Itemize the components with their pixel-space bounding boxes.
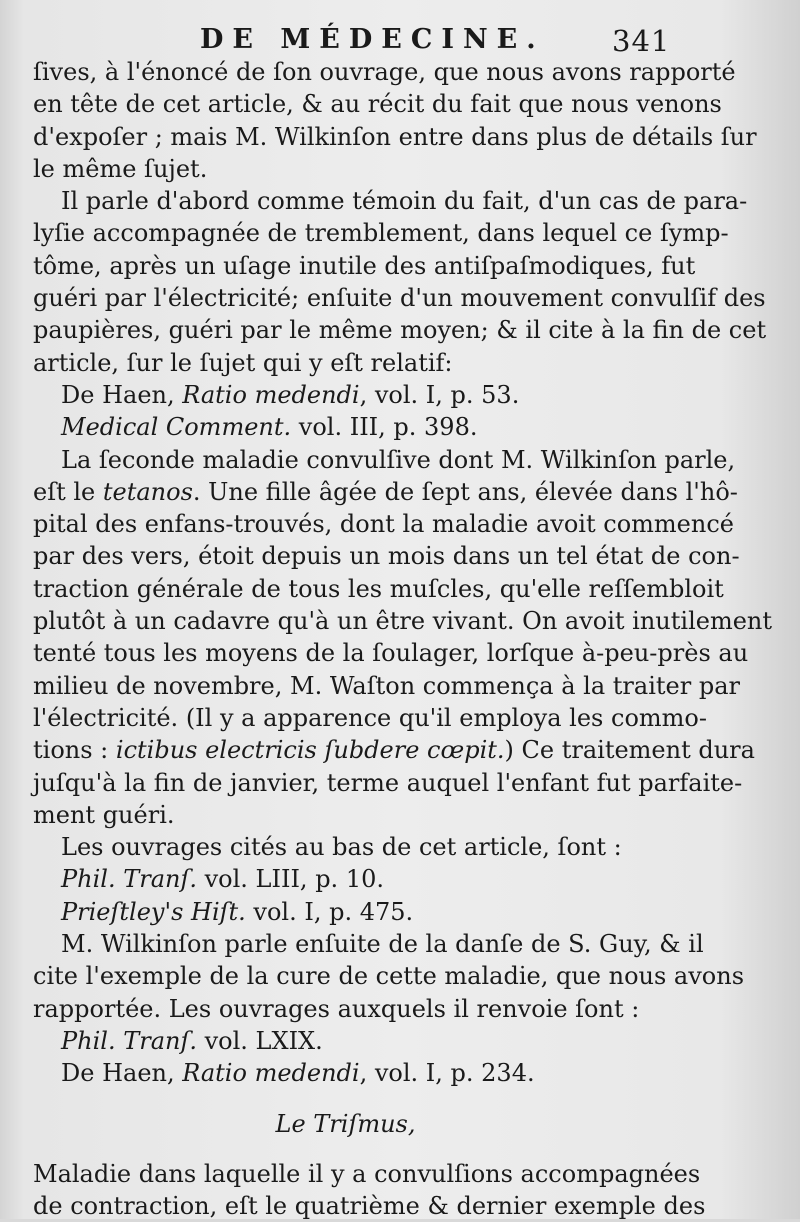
text-line	[33, 734, 755, 766]
reference-item	[33, 1025, 658, 1057]
text-line: Les ouvrages cités au bas de cet article, ſont :	[61, 833, 622, 862]
reference-author: De Haen,	[61, 380, 183, 409]
reference-title: Phil. Tranſ.	[61, 865, 197, 894]
text-line: ſives, à l'énoncé de ſon ouvrage, que nous avons rapporté	[33, 58, 736, 86]
text-line: l'électricité. (Il y a apparence qu'il employa les commo-	[33, 703, 707, 732]
italic-term: tetanos	[102, 477, 193, 506]
text-line: en tête de cet article, & au récit du fait que nous venons	[33, 90, 722, 119]
text-line: traction générale de tous les muſcles, qu'elle reſſembloit	[33, 574, 724, 603]
reference-title: Medical Comment.	[61, 413, 292, 442]
text-line: plutôt à un cadavre qu'à un être vivant. On avoit inutilement	[33, 607, 773, 636]
text-line: guéri par l'électricité; enſuite d'un mouvement convulſif des	[33, 284, 766, 313]
text-line: ment guéri.	[33, 800, 175, 829]
reference-detail: vol. I, p. 475.	[245, 897, 414, 926]
text-line: tôme, après un uſage inutile des antiſpaſmodiques, fut	[33, 251, 696, 280]
text-line: Maladie dans laquelle il y a convulſions accompagnées	[33, 1159, 701, 1188]
reference-item	[33, 863, 658, 895]
reference-detail: vol. III, p. 398.	[291, 413, 478, 442]
text-run: eſt le	[33, 477, 103, 506]
page-number: 341	[612, 24, 671, 58]
text-line: Il parle d'abord comme témoin du fait, d'un cas de para-	[61, 187, 748, 216]
latin-quote: ictibus electricis ſubdere cœpit.	[115, 736, 505, 765]
reference-detail: , vol. I, p. 234.	[359, 1059, 535, 1088]
text-line: pital des enfans-trouvés, dont la maladie avoit commencé	[33, 510, 734, 539]
body-text	[33, 56, 773, 1222]
text-line: article, ſur le ſujet qui y eſt relatif:	[33, 348, 453, 377]
reference-item	[33, 411, 658, 443]
reference-item	[33, 379, 658, 411]
spacer	[33, 1140, 658, 1158]
text-line: lyſie accompagnée de tremblement, dans lequel ce ſymp-	[33, 219, 729, 248]
text-run: tions :	[33, 736, 116, 765]
text-line: le même ſujet.	[33, 154, 208, 183]
reference-title: Prieſtley's Hiſt.	[61, 897, 246, 926]
text-line: rapportée. Les ouvrages auxquels il renvoie ſont :	[33, 994, 640, 1023]
text-line: cite l'exemple de la cure de cette maladie, que nous avons	[33, 962, 745, 991]
text-line: de contraction, eſt le quatrième & dernier exemple des	[33, 1192, 706, 1221]
text-line: M. Wilkinſon parle enſuite de la danſe de S. Guy, & il	[61, 930, 704, 959]
spacer	[33, 1090, 658, 1108]
text-run: . Une fille âgée de ſept ans, élevée dans l'hô-	[192, 477, 738, 506]
reference-item	[33, 1057, 658, 1089]
reference-detail: vol. LXIX.	[196, 1026, 323, 1055]
reference-detail: vol. LIII, p. 10.	[196, 865, 384, 894]
reference-author: De Haen,	[61, 1059, 183, 1088]
text-line: juſqu'à la fin de janvier, terme auquel l'enfant fut parfaite-	[33, 768, 743, 797]
reference-item	[33, 896, 658, 928]
text-line: milieu de novembre, M. Waſton commença à la traiter par	[33, 671, 740, 700]
reference-title: Ratio medendi	[182, 380, 360, 409]
text-line	[33, 476, 738, 508]
text-line: par des vers, étoit depuis un mois dans un tel état de con-	[33, 542, 740, 571]
section-heading: Le Triſmus,	[275, 1109, 416, 1138]
text-run: ) Ce traitement dura	[504, 736, 755, 765]
text-line: tenté tous les moyens de la ſoulager, lorſque à-peu-près au	[33, 639, 749, 668]
reference-title: Phil. Tranſ.	[61, 1026, 197, 1055]
text-line: La ſeconde maladie convulſive dont M. Wilkinſon parle,	[61, 445, 736, 474]
reference-detail: , vol. I, p. 53.	[359, 380, 520, 409]
reference-title: Ratio medendi	[182, 1059, 360, 1088]
text-line: paupières, guéri par le même moyen; & il cite à la fin de cet	[33, 316, 767, 345]
text-line: d'expoſer ; mais M. Wilkinſon entre dans plus de détails ſur	[33, 122, 757, 151]
running-head: DE MÉDECINE.	[200, 24, 545, 55]
